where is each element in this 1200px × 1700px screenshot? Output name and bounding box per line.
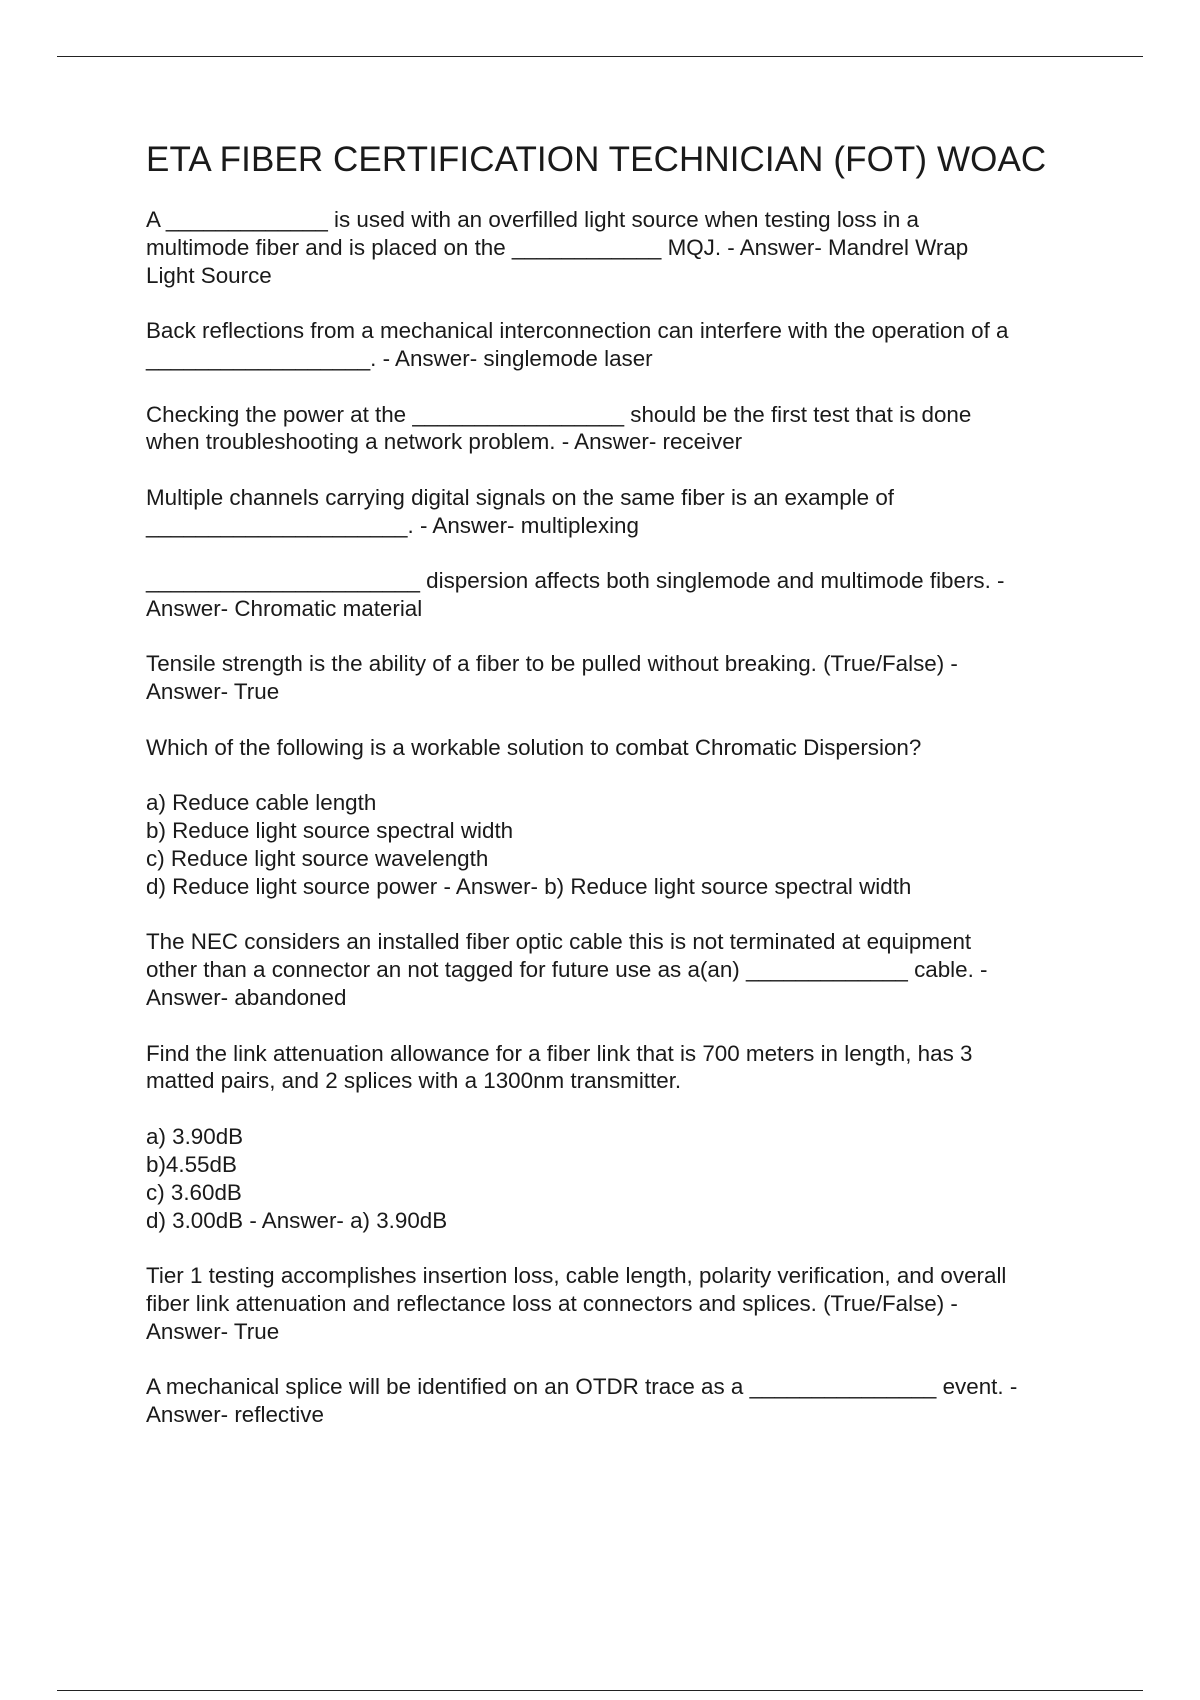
answer-options: a) 3.90dB b)4.55dB c) 3.60dB d) 3.00dB - Answer- a) 3.90dB — [146, 1123, 448, 1233]
question-item: The NEC considers an installed fiber optic cable this is not terminated at equipment other than a connector an not tagged for future use as a(an) _____________ cable. - Answer- abandoned — [146, 929, 988, 1011]
question-item: Tier 1 testing accomplishes insertion loss, cable length, polarity verification, and overall fiber link attenuation and reflectance loss at connectors and splices. (True/False) - Answer- True — [146, 1262, 1007, 1344]
question-item: ______________________ dispersion affects both singlemode and multimode fibers. - Answer- Chromatic material — [146, 568, 1005, 622]
document-body — [146, 140, 1096, 1457]
question-item: Tensile strength is the ability of a fiber to be pulled without breaking. (True/False) - Answer- True — [146, 651, 958, 705]
question-item: A _____________ is used with an overfilled light source when testing loss in a multimode fiber and is placed on the ____________ MQJ. - Answer- Mandrel Wrap Light Source — [146, 207, 969, 288]
question-item: Which of the following is a workable solution to combat Chromatic Dispersion? — [146, 734, 922, 760]
question-item: Checking the power at the _________________ should be the first test that is done when troubleshooting a network problem. - Answer- receiver — [146, 401, 972, 455]
question-item: Find the link attenuation allowance for a fiber link that is 700 meters in length, has 3 matted pairs, and 2 splices with a 1300nm transmitter. — [146, 1040, 973, 1094]
answer-options: a) Reduce cable length b) Reduce light source spectral width c) Reduce light source wavelength d) Reduce light source power - Answer- b) Reduce light source spectral width — [146, 790, 912, 899]
question-item: A mechanical splice will be identified on an OTDR trace as a _______________ event. - Answer- reflective — [146, 1374, 1018, 1428]
top-divider — [57, 56, 1143, 57]
question-item: Multiple channels carrying digital signals on the same fiber is an example of _____________________. - Answer- multiplexing — [146, 484, 894, 538]
question-item: Back reflections from a mechanical interconnection can interfere with the operation of a __________________. - Answer- singlemode laser — [146, 318, 1009, 372]
document-title: ETA FIBER CERTIFICATION TECHNICIAN (FOT) WOAC — [146, 140, 1047, 179]
bottom-divider — [57, 1690, 1143, 1691]
